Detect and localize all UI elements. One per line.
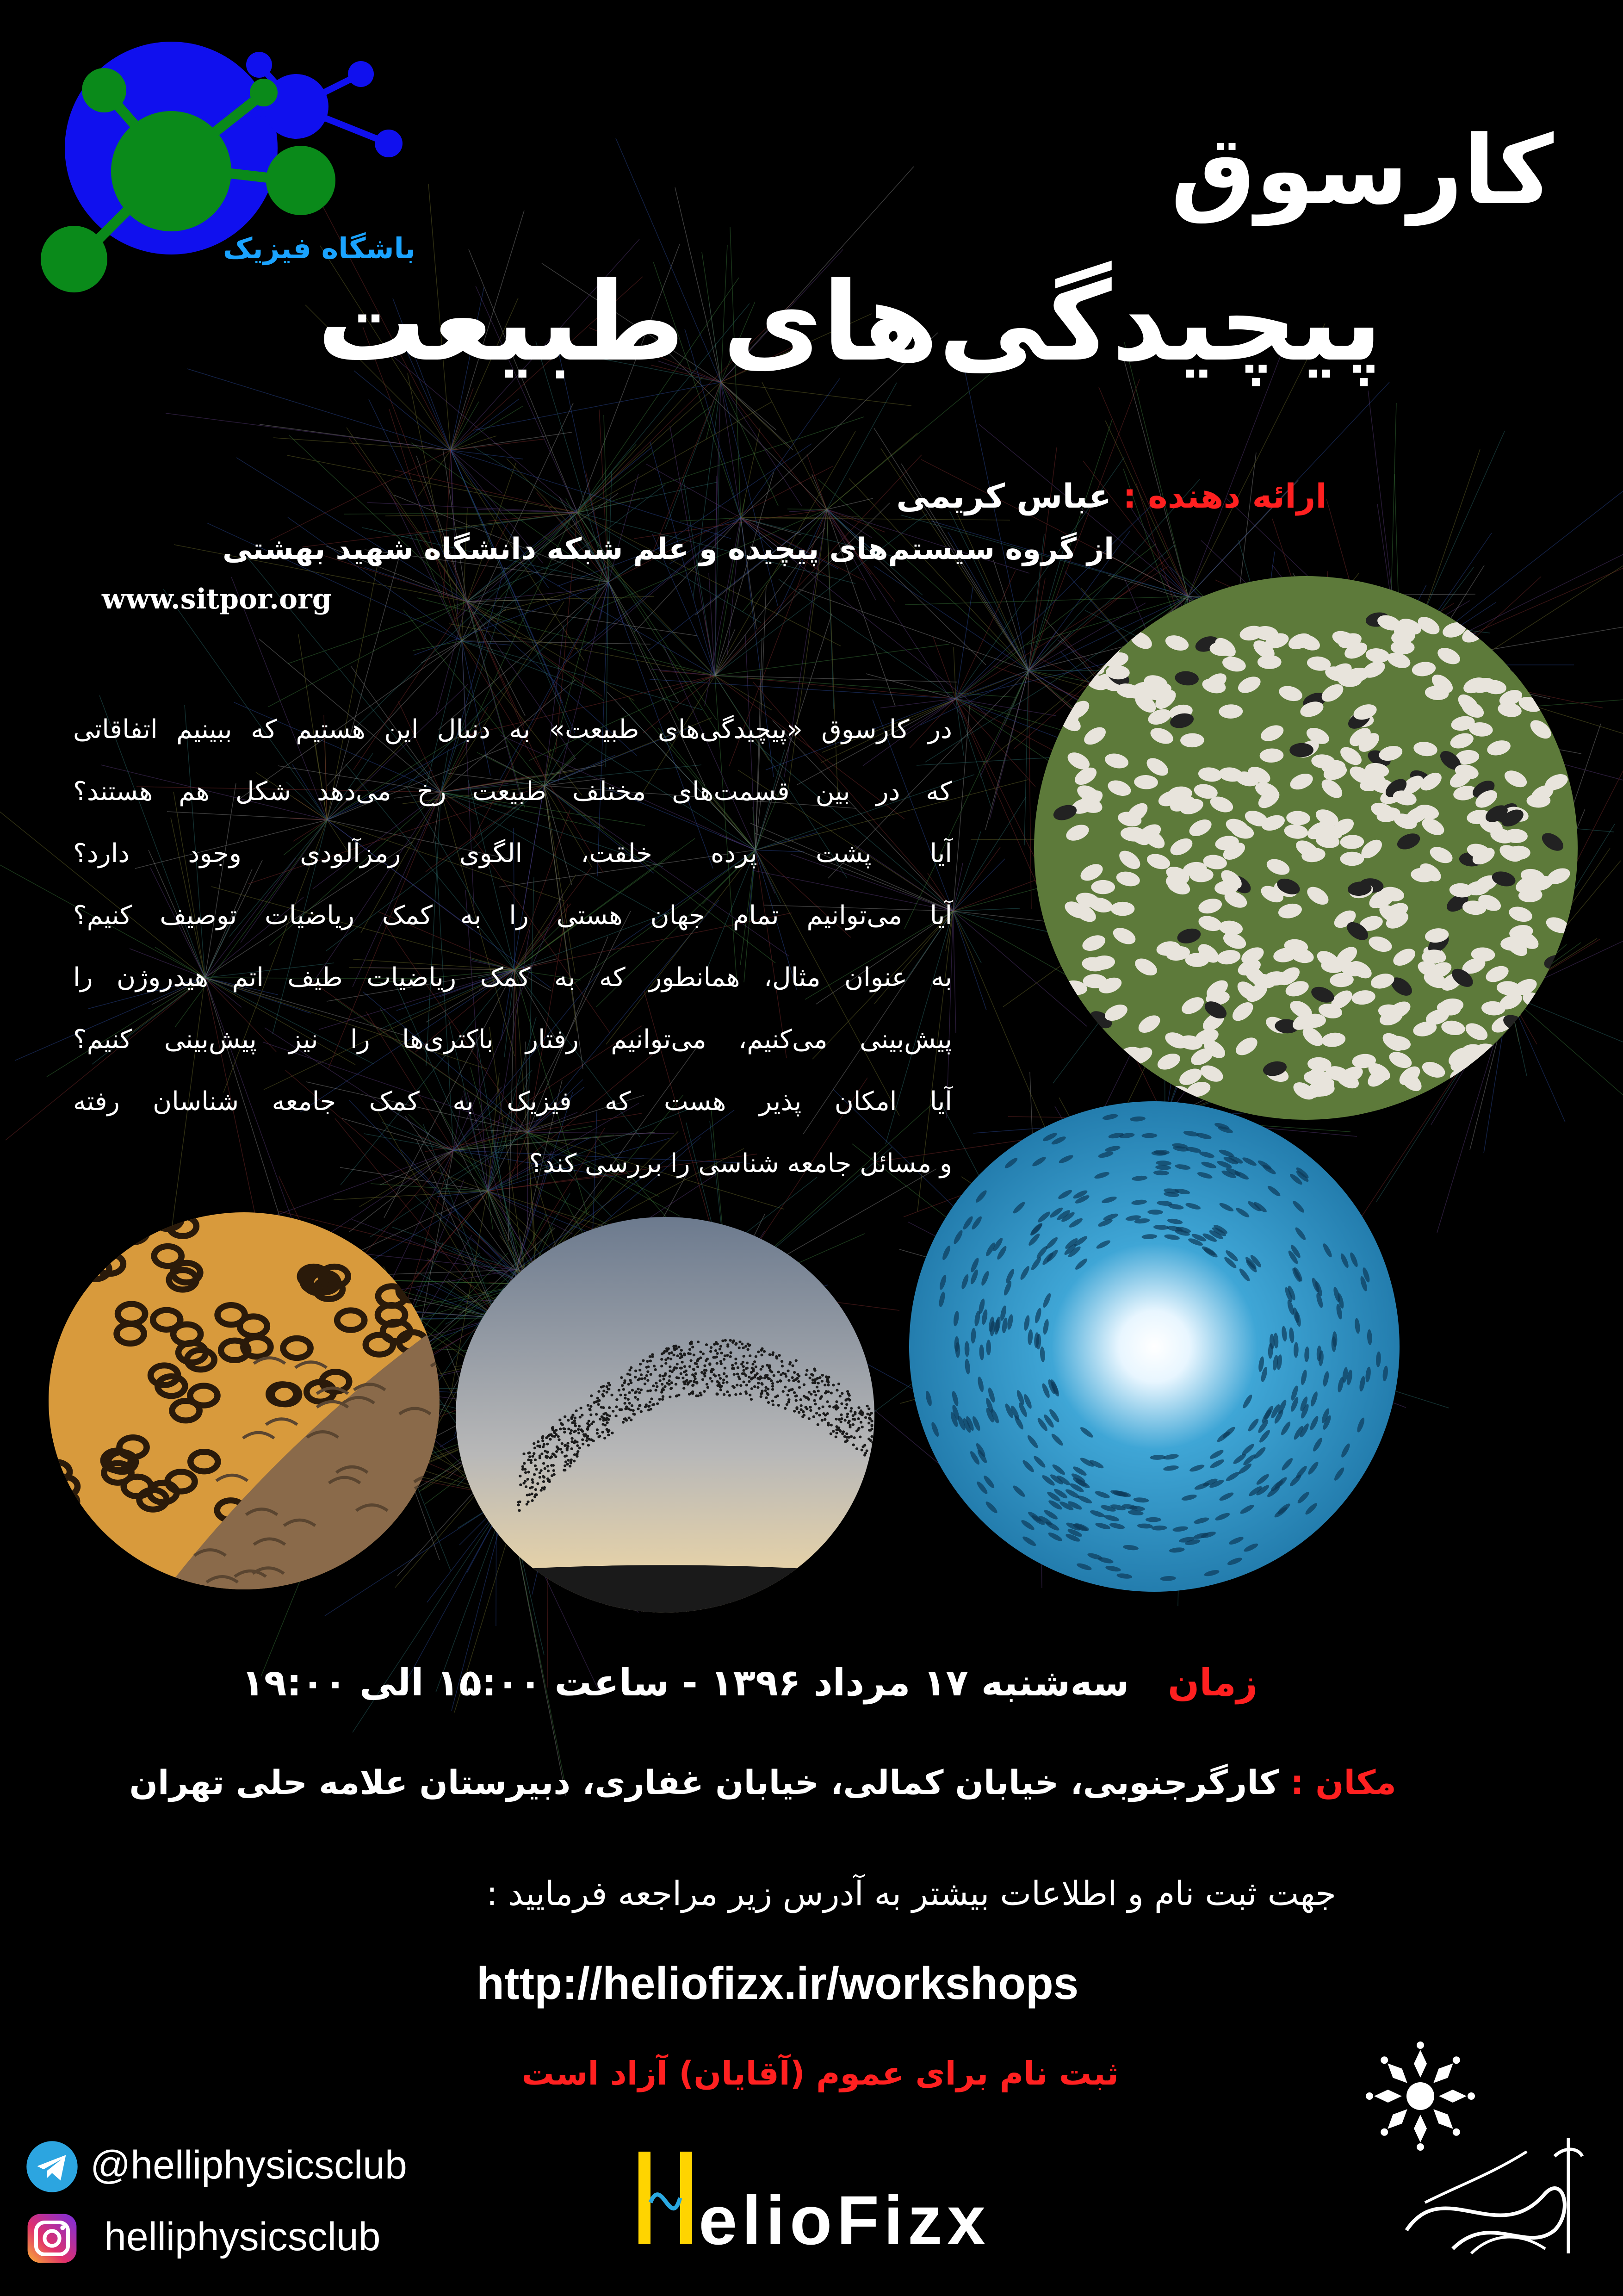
time-value: سه‌شنبه ۱۷ مرداد ۱۳۹۶ - ساعت ۱۵:۰۰ الی ۱۹:۰۰ xyxy=(241,1661,1129,1704)
fish-school-photo xyxy=(909,1101,1400,1592)
registration-url[interactable]: http://heliofizx.ir/workshops xyxy=(477,1958,1079,2009)
instagram-icon[interactable] xyxy=(25,2212,79,2265)
presenter-name: عباس کریمی xyxy=(896,477,1112,515)
heliofizx-logo xyxy=(634,2142,995,2263)
website-link[interactable]: www.sitpor.org xyxy=(102,583,332,615)
instagram-handle[interactable]: helliphysicsclub xyxy=(104,2215,381,2259)
page-title: پیچیدگی‌های طبیعت xyxy=(317,259,1382,385)
description-line: آیا می‌توانیم تمام جهان هستی را به کمک ریاضیات توصیف کنیم؟ xyxy=(73,900,952,931)
svg-text:elioFizx: elioFizx xyxy=(699,2181,991,2259)
bird-murmuration-photo xyxy=(456,1217,874,1613)
time-label: زمان xyxy=(1168,1661,1258,1704)
description-line: آیا امکان پذیر هست که فیزیک به کمک جامعه شناسان رفته xyxy=(73,1086,952,1117)
presenter-label: ارائه دهنده xyxy=(1148,477,1327,515)
registration-note: جهت ثبت نام و اطلاعات بیشتر به آدرس زیر مراجعه فرمایید : xyxy=(486,1874,1336,1913)
description-line: پیش‌بینی می‌کنیم، می‌توانیم رفتار باکتری‌ها را نیز پیش‌بینی کنیم؟ xyxy=(73,1024,952,1055)
club-name: باشگاه فیزیک xyxy=(223,231,416,265)
telegram-handle[interactable]: @helliphysicsclub xyxy=(90,2143,407,2187)
workshop-label: کارسوق xyxy=(1171,116,1554,226)
description-line: در کارسوق «پیچیدگی‌های طبیعت» به دنبال این هستیم که ببینیم اتفاقاتی xyxy=(73,714,952,745)
telegram-icon[interactable] xyxy=(25,2140,79,2193)
description-line: آیا پشت پرده خلقت، الگوی رمزآلودی وجود دارد؟ xyxy=(73,838,952,869)
leopard-bark-photo xyxy=(49,1212,440,1589)
place-separator: : xyxy=(1290,1763,1304,1802)
presenter-separator: : xyxy=(1123,477,1136,515)
presenter-affiliation: از گروه سیستم‌های پیچیده و علم شبکه دانشگاه شهید بهشتی xyxy=(222,532,1114,566)
description-line: که در بین قسمت‌های مختلف طبیعت رخ می‌دهد شکل هم هستند؟ xyxy=(73,776,952,807)
place-label: مکان xyxy=(1315,1763,1396,1802)
sheep-flock-photo xyxy=(1034,576,1578,1120)
free-registration-note: ثبت نام برای عموم (آقایان) آزاد است xyxy=(521,2054,1119,2092)
description-line: به عنوان مثال، همانطور که به کمک ریاضیات طیف اتم هیدروژن را xyxy=(73,962,952,993)
allameh-helli-school-logo xyxy=(1351,2036,1601,2277)
description-line: و مسائل جامعه شناسی را بررسی کند؟ xyxy=(529,1148,952,1179)
event-place xyxy=(129,1763,1396,1802)
workshop-description xyxy=(73,699,952,1195)
place-value: کارگرجنوبی، خیابان کمالی، خیابان غفاری، دبیرستان علامه حلی تهران xyxy=(129,1763,1279,1802)
event-time xyxy=(242,1661,1258,1704)
presenter-line xyxy=(896,477,1327,515)
